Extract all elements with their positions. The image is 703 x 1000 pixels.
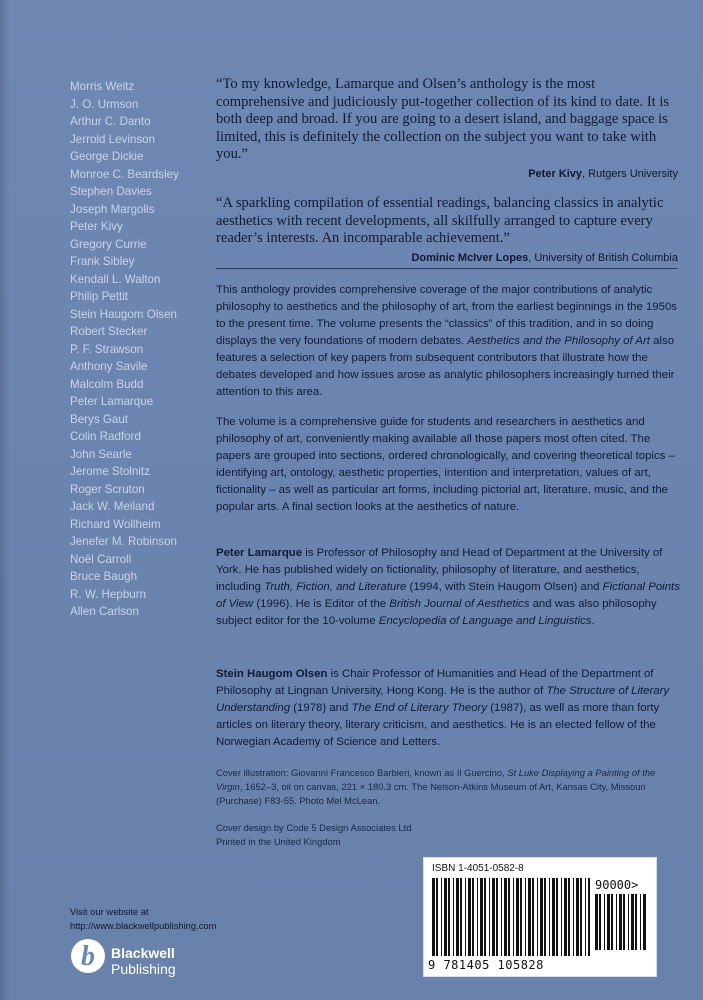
barcode-bar [502, 878, 504, 956]
contributor-name: P. F. Strawson [70, 342, 144, 356]
barcode-bar [585, 878, 586, 956]
bio-text: is Professor of Philosophy and Head of Department at the University of York. He has published widely on fictionality, philosophy of literature, and aesthetics, including [216, 547, 663, 593]
barcode-bar [519, 878, 520, 956]
contributor-name: Robert Stecker [70, 325, 148, 338]
barcode-bar [629, 894, 631, 950]
barcode-bar [492, 878, 495, 956]
barcode-bar [598, 894, 599, 950]
barcode-bar [573, 878, 574, 956]
work-title: British Journal of Aesthetics [389, 598, 530, 610]
endorsement-attribution-1 [216, 167, 678, 182]
bio-text: (1996). He is Editor of the [253, 598, 390, 610]
contributor-name: Jerome Stolnitz [70, 465, 150, 478]
contributor-name: Kendall L. Walton [70, 272, 161, 286]
contributor-name: Frank Sibley [70, 255, 135, 268]
contributor-name: Jerrold Levinson [70, 132, 156, 146]
barcode-bar [628, 894, 629, 950]
barcode-bar [637, 894, 640, 950]
barcode-bar [471, 878, 472, 956]
website-url[interactable]: http://www.blackwellpublishing.com [70, 920, 217, 931]
endorser-name-2: Dominic McIver Lopes [411, 251, 529, 264]
barcode-bar [640, 894, 641, 950]
endorser-affiliation-1: , Rutgers University [582, 167, 678, 180]
contributor-name: Joseph Margolis [70, 202, 155, 216]
book-title: Aesthetics and the Philosophy of Art [467, 335, 650, 347]
barcode-bar [495, 878, 496, 956]
barcode-bar [538, 878, 540, 956]
editor-bio-olsen [216, 666, 680, 751]
contributor-name: Stephen Davies [70, 185, 152, 198]
barcode-bar [450, 878, 453, 956]
barcode-bar [534, 878, 537, 956]
barcode-bar [532, 878, 534, 956]
contributor-name: Bruce Baugh [70, 570, 138, 583]
barcode-bar [478, 878, 480, 956]
editor-name: Stein Haugom Olsen [216, 668, 328, 680]
barcode-bar [634, 894, 635, 950]
barcode-bar [504, 878, 507, 956]
barcode-bar [607, 894, 610, 950]
barcode-bar [622, 894, 623, 950]
endorser-affiliation-2: , University of British Columbia [528, 251, 678, 264]
barcode-bar [544, 878, 546, 956]
barcode-bar [586, 878, 588, 956]
barcode-bar [604, 894, 605, 950]
barcode-bar [480, 878, 483, 956]
barcode-bar [498, 878, 501, 956]
contributor-name: Jenefer M. Robinson [70, 535, 177, 548]
barcode-bar [543, 878, 544, 956]
barcode-bar [465, 878, 466, 956]
barcode-bar [513, 878, 514, 956]
credit-text: , 1652–3, oil on canvas, 221 × 180.3 cm. The Nelson-Atkins Museum of Art, Kansas City, Missouri (Purchase) F83-55. Photo Mel McLean. [216, 781, 646, 806]
work-title: Truth, Fiction, and Literature [264, 581, 407, 593]
barcode-bar [546, 878, 549, 956]
contributor-name: Morris Weitz [70, 80, 135, 93]
barcode-bar [453, 878, 454, 956]
barcode-bar [489, 878, 490, 956]
barcode-bar [568, 878, 570, 956]
work-title: Fictional Points of View [216, 581, 680, 610]
bio-text: (1994, with Stein Haugom Olsen) and [406, 581, 603, 593]
barcode-bar [510, 878, 513, 956]
barcode-bar [508, 878, 510, 956]
bio-text: is Chair Professor of Humanities and Head of the Department of Philosophy at Lingnan University, Hong Kong. He is the author of [216, 668, 654, 697]
barcode-bar [567, 878, 568, 956]
ean-barcode [432, 878, 590, 962]
barcode-bar [635, 894, 637, 950]
endorsement-attribution-2 [216, 251, 678, 266]
barcode-bar [623, 894, 625, 950]
contributor-name: Stein Haugom Olsen [70, 307, 177, 321]
barcode-bar [582, 878, 585, 956]
barcode-bar [501, 878, 502, 956]
website-label: Visit our website at [70, 906, 149, 917]
barcode-box [423, 857, 657, 977]
barcode-bar [466, 878, 468, 956]
contributor-name: Arthur C. Danto [70, 115, 151, 128]
contributor-name: Monroe C. Beardsley [70, 167, 179, 181]
barcode-bar [556, 878, 558, 956]
contributor-name: Colin Radford [70, 430, 141, 443]
barcode-bar [549, 878, 550, 956]
barcode-bar [490, 878, 492, 956]
barcode-bar [562, 878, 564, 956]
description-text: This anthology provides comprehensive coverage of the major contributions of analytic philosophy to aesthetics and the philosophy of art, from the earliest beginnings in the 1950s to the present time. The volume presents the “classics” of this tradition, and in so doing displays the very foundations of modern debates. [216, 284, 677, 347]
barcode-bar [459, 878, 460, 956]
barcode-bar [605, 894, 607, 950]
work-title: Encyclopedia of Language and Linguistics [378, 615, 592, 627]
barcode-bar [520, 878, 522, 956]
contributor-name: Gregory Currie [70, 237, 147, 251]
publisher-name-line-2: Publishing [111, 961, 176, 977]
barcode-bar [613, 894, 616, 950]
contributor-name: John Searle [70, 447, 132, 461]
barcode-bar [472, 878, 474, 956]
ean-number: 9 781405 105828 [428, 958, 544, 972]
barcode-bar [456, 878, 459, 956]
contributor-name: Jack W. Meiland [70, 500, 155, 513]
contributors-list [70, 78, 200, 621]
contributor-name: Malcolm Budd [70, 377, 144, 391]
contributor-name: Anthony Savile [70, 360, 148, 373]
contributor-name: Roger Scruton [70, 482, 145, 496]
barcode-bar [438, 878, 441, 956]
contributor-name: Peter Lamarque [70, 395, 154, 408]
barcode-bar [441, 878, 442, 956]
barcode-bar [540, 878, 543, 956]
contributor-name: Peter Kivy [70, 220, 123, 233]
barcode-bar [514, 878, 516, 956]
isbn-label: ISBN 1-4051-0582-8 [432, 863, 524, 874]
contributor-name: Richard Wollheim [70, 517, 161, 531]
barcode-bar [643, 894, 646, 950]
contributor-name: Noël Carroll [70, 552, 132, 566]
barcode-bar [550, 878, 552, 956]
barcode-bar [599, 894, 601, 950]
blackwell-logo-icon [70, 938, 106, 974]
editor-name: Peter Lamarque [216, 547, 303, 559]
barcode-bar [601, 894, 604, 950]
svg-text:b: b [81, 941, 95, 972]
endorsement-quote-1: “To my knowledge, Lamarque and Olsen’s anthology is the most comprehensive and judiciously put-together collection of its kind to date. It is both deep and broad. If you are going to a desert island, and baggage space is limited, this is definitely the collection on the subject you want to take with you.” [216, 76, 670, 163]
barcode-bar [564, 878, 567, 956]
description-text: also features a selection of key papers from subsequent contributors that illustrate how the debates developed and how issues arose as analytic philosophers increasingly turned their attention to this area. [216, 335, 675, 398]
barcode-bar [525, 878, 526, 956]
contributor-name: Philip Pettit [70, 290, 128, 303]
bio-text: (1987), as well as more than forty articles on literary theory, literary criticism, and aesthetics. He is an elected fellow of the Norwegian Academy of Science and Letters. [216, 702, 660, 748]
barcode-bar [486, 878, 489, 956]
barcode-bar [447, 878, 448, 956]
production-credits [216, 821, 680, 849]
barcode-bar [436, 878, 438, 956]
price-addon-label: 90000> [595, 878, 639, 892]
barcode-bar [625, 894, 628, 950]
barcode-bar [616, 894, 617, 950]
barcode-bar [531, 878, 532, 956]
description-paragraph-1 [216, 282, 680, 401]
barcode-bar [460, 878, 462, 956]
cover-illustration-credit [216, 766, 680, 808]
barcode-bar [432, 878, 435, 956]
publisher-name [111, 945, 176, 977]
contributor-name: Berys Gaut [70, 412, 128, 426]
bio-text: and was also philosophy subject editor for the 10-volume [216, 598, 657, 627]
barcode-bar [484, 878, 486, 956]
cover-design-credit: Cover design by Code 5 Design Associates Ltd [216, 822, 412, 833]
barcode-bar [442, 878, 444, 956]
barcode-bar [552, 878, 555, 956]
description-paragraph-2: The volume is a comprehensive guide for students and researchers in aesthetics and philosophy of art, conveniently making available all those papers most often cited. The papers are grouped into sections, ordered chronologically, and covering theoretical topics – identifying art, ontology, aesthetic properties, intention and interpretation, values of art, fictionality – as well as particular art forms, including pictorial art, literature, music, and the popular arts. A final section looks at the aesthetics of nature. [216, 416, 675, 513]
barcode-bar [474, 878, 477, 956]
painting-title: St Luke Displaying a Painting of the Virgin [216, 767, 656, 792]
barcode-bar [641, 894, 643, 950]
barcode-bar [516, 878, 519, 956]
contributor-name: Allen Carlson [70, 605, 139, 618]
barcode-bar [526, 878, 528, 956]
bio-text: (1978) and [290, 702, 352, 714]
credit-text: Cover illustration: Giovanni Francesco Barbieri, known as Il Guercino, [216, 767, 508, 778]
barcode-bar [496, 878, 498, 956]
barcode-bar [558, 878, 561, 956]
barcode-bar [574, 878, 576, 956]
barcode-bar [435, 878, 436, 956]
barcode-bar [588, 878, 590, 956]
barcode-bar [555, 878, 556, 956]
barcode-bar [537, 878, 538, 956]
barcode-bar [448, 878, 450, 956]
bio-text: . [591, 615, 595, 627]
divider-rule [216, 268, 678, 269]
addon-barcode [595, 894, 647, 954]
barcode-bar [468, 878, 471, 956]
barcode-bar [528, 878, 531, 956]
barcode-bar [570, 878, 573, 956]
barcode-bar [454, 878, 456, 956]
barcode-bar [507, 878, 508, 956]
barcode-bar [610, 894, 611, 950]
endorsement-quote-2: “A sparkling compilation of essential readings, balancing classics in analytic aesthetics with recent developments, all skilfully arranged to capture every reader’s interests. An incomparable achievement.” [216, 194, 664, 247]
barcode-bar [617, 894, 619, 950]
barcode-bar [444, 878, 447, 956]
barcode-bar [477, 878, 478, 956]
barcode-bar [483, 878, 484, 956]
work-title: The Structure of Literary Understanding [216, 685, 670, 714]
barcode-bar [580, 878, 582, 956]
website-notice [70, 905, 216, 933]
barcode-bar [579, 878, 580, 956]
barcode-bar [522, 878, 525, 956]
barcode-bar [576, 878, 579, 956]
barcode-bar [561, 878, 562, 956]
work-title: The End of Literary Theory [351, 702, 488, 714]
endorser-name-1: Peter Kivy [528, 167, 583, 180]
endorsements [216, 76, 678, 266]
contributor-name: George Dickie [70, 150, 144, 163]
publisher-name-line-1: Blackwell [111, 945, 175, 961]
barcode-bar [611, 894, 613, 950]
barcode-bar [595, 894, 598, 950]
printed-in: Printed in the United Kingdom [216, 836, 341, 847]
barcode-bar [631, 894, 634, 950]
barcode-bar [462, 878, 465, 956]
barcode-bar [619, 894, 622, 950]
contributor-name: R. W. Hepburn [70, 587, 147, 601]
editor-bio-lamarque [216, 545, 680, 630]
contributor-name: J. O. Urmson [70, 97, 139, 111]
